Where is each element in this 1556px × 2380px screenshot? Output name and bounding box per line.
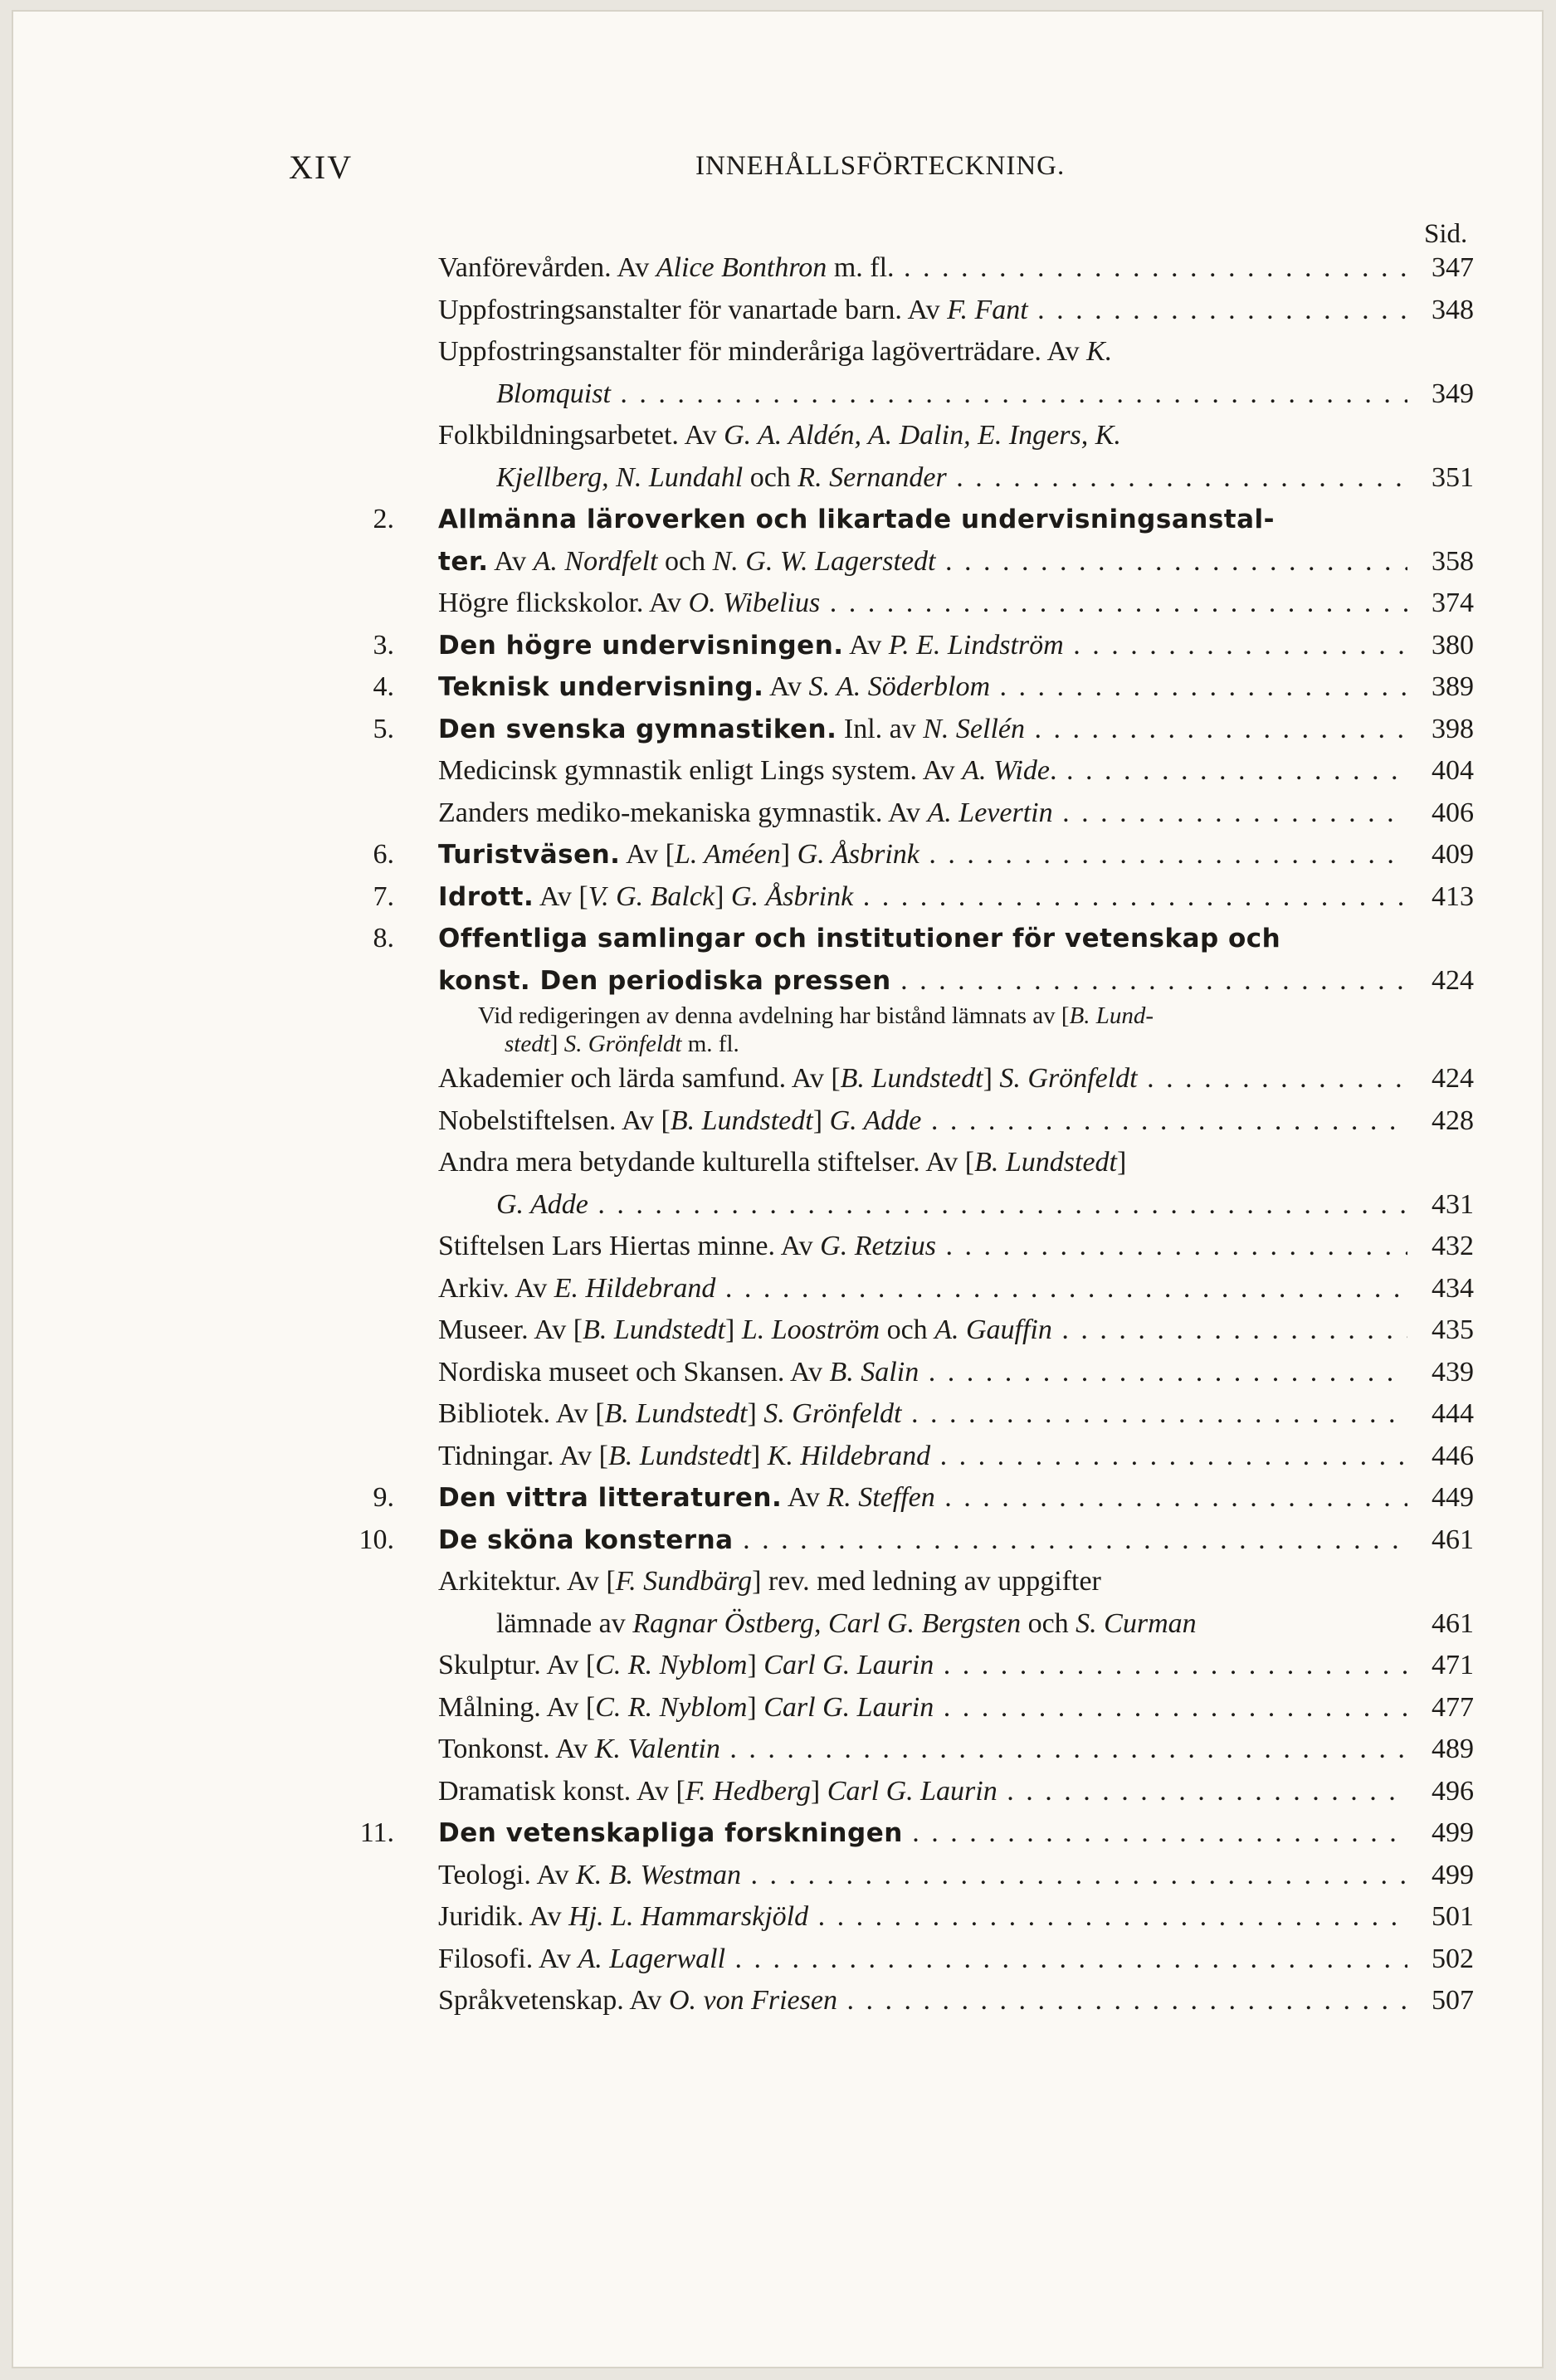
page-number: 502 (1432, 1943, 1474, 1974)
toc-entry (13, 1771, 1542, 1813)
entry-title: ] rev. med ledning av uppgifter (752, 1566, 1101, 1597)
entry-text (496, 373, 1407, 416)
author-name: B. Salin (829, 1356, 919, 1388)
entry-text (505, 1030, 1451, 1058)
toc-entry (13, 1896, 1542, 1939)
author-name: R. Sernander (798, 461, 947, 493)
entry-title: Teologi. Av (438, 1859, 577, 1890)
section-number: 7. (373, 880, 394, 912)
entry-text (438, 1100, 1407, 1143)
entry-text (438, 834, 1407, 876)
toc-entry (13, 1058, 1542, 1100)
author-name: P. E. Lindström (888, 629, 1064, 661)
author-name: K. Valentin (594, 1734, 720, 1764)
page-number: 446 (1432, 1440, 1474, 1471)
entry-title: och (880, 1314, 935, 1345)
table-of-contents (13, 247, 1542, 2022)
entry-text (496, 1184, 1407, 1227)
toc-note (13, 1030, 1542, 1058)
toc-entry (13, 247, 1542, 290)
entry-title: ] (983, 1063, 1000, 1094)
page-number: 428 (1432, 1105, 1474, 1136)
entry-title: och (743, 461, 798, 493)
author-name: F. Fant (947, 294, 1028, 325)
author-name: E. Hildebrand (554, 1272, 716, 1304)
author-name: N. Sellén (923, 713, 1026, 744)
author-name: G. Retzius (820, 1231, 936, 1261)
toc-entry (13, 1812, 1542, 1855)
entry-text (438, 1352, 1407, 1394)
author-name: G. Åsbrink (730, 880, 854, 912)
author-name: Carl G. Laurin (763, 1691, 934, 1723)
book-page (12, 10, 1544, 2368)
toc-entry (13, 918, 1542, 960)
entry-text (438, 1980, 1407, 2022)
toc-entry (13, 1268, 1542, 1310)
entry-title: Stiftelsen Lars Hiertas minne. Av (438, 1231, 821, 1261)
entry-title: Tidningar. Av [ (438, 1440, 608, 1471)
entry-text (438, 1477, 1407, 1519)
page-number: 496 (1432, 1775, 1474, 1807)
entry-text (438, 1226, 1407, 1268)
entry-title: Inl. av (837, 713, 924, 744)
author-name: C. R. Nyblom (595, 1650, 748, 1680)
section-number: 8. (373, 923, 394, 953)
toc-entry (13, 457, 1542, 500)
page-number: 501 (1432, 1901, 1474, 1932)
toc-entry (13, 1436, 1542, 1478)
entry-text (438, 499, 1416, 541)
author-name: Hj. L. Hammarskjöld (568, 1901, 809, 1932)
author-name: Alice Bonthron (656, 252, 827, 283)
section-title: ter. (438, 546, 489, 577)
toc-entry (13, 1226, 1542, 1268)
page-number: 499 (1432, 1817, 1474, 1848)
section-title: Den vittra litteraturen. (438, 1483, 783, 1513)
author-name: Carl G. Laurin (763, 1650, 934, 1680)
author-name: F. Hedberg (685, 1775, 811, 1807)
author-name: S. A. Söderblom (808, 671, 991, 702)
entry-text (496, 457, 1407, 500)
page-number: 507 (1432, 1985, 1474, 2016)
toc-entry (13, 625, 1542, 667)
section-number: 4. (373, 671, 394, 702)
page-number: 389 (1432, 671, 1474, 702)
entry-title: Nobelstiftelsen. Av [ (438, 1105, 671, 1136)
entry-title: Av (488, 545, 534, 577)
page-column-label: Sid. (1424, 219, 1468, 249)
author-name: A. Nordfelt (533, 545, 658, 577)
entry-title: Arkiv. Av (438, 1272, 554, 1304)
section-title: Den vetenskapliga forskningen (438, 1818, 903, 1848)
entry-text (438, 1645, 1407, 1687)
page-number: 406 (1432, 797, 1474, 828)
author-name: L. Looström (741, 1314, 880, 1345)
page-number: 404 (1432, 755, 1474, 786)
toc-entry (13, 1980, 1542, 2022)
entry-text (438, 1393, 1407, 1436)
entry-title: Av (843, 629, 889, 661)
entry-title: Museer. Av [ (438, 1314, 583, 1345)
toc-entry (13, 1477, 1542, 1519)
toc-entry (13, 1184, 1542, 1227)
page-number: 434 (1432, 1272, 1474, 1304)
toc-entry (13, 1352, 1542, 1394)
toc-entry (13, 290, 1542, 332)
page-number: 424 (1432, 964, 1474, 996)
toc-entry (13, 876, 1542, 919)
entry-title: Vanförevården. Av (438, 252, 656, 283)
entry-text (438, 793, 1407, 835)
entry-title: ] (747, 1650, 764, 1680)
entry-title: ] (724, 1314, 742, 1345)
page-number: 461 (1432, 1524, 1474, 1555)
entry-text (496, 1603, 1407, 1646)
author-name: S. Grönfeldt (763, 1398, 902, 1429)
author-name: A. Levertin (927, 797, 1053, 828)
author-name: A. Lagerwall (578, 1943, 726, 1974)
entry-title: Av (782, 1482, 827, 1513)
entry-title: ] (1117, 1147, 1127, 1178)
toc-entry (13, 1309, 1542, 1352)
entry-text (438, 1519, 1407, 1562)
author-name: Carl G. Laurin (827, 1775, 997, 1807)
author-name: stedt (505, 1031, 550, 1057)
section-number: 3. (373, 629, 394, 661)
section-title: Allmänna läroverken och likartade undervisningsanstal- (438, 505, 1275, 534)
page-number: 348 (1432, 294, 1474, 325)
page-number: 358 (1432, 545, 1474, 577)
entry-title: Zanders mediko-mekaniska gymnastik. Av (438, 797, 928, 828)
author-name: L. Améen (674, 839, 781, 870)
page-number: 349 (1432, 378, 1474, 409)
author-name: B. Lundstedt (670, 1105, 813, 1136)
author-name: K. Hildebrand (767, 1440, 931, 1471)
entry-title: Vid redigeringen av denna avdelning har bistånd lämnats av [ (478, 1002, 1070, 1029)
author-name: B. Lundstedt (604, 1398, 748, 1429)
entry-title: ] (747, 1691, 764, 1723)
section-number: 9. (373, 1482, 394, 1513)
section-title: Turistväsen. (438, 840, 621, 870)
entry-text (438, 1939, 1407, 1981)
entry-title: Arkitektur. Av [ (438, 1566, 616, 1597)
entry-title: Av [ (620, 839, 675, 870)
author-name: G. Åsbrink (797, 839, 919, 870)
page-number: 449 (1432, 1482, 1474, 1513)
entry-title: Av (763, 671, 809, 702)
entry-text (438, 415, 1407, 457)
entry-text (438, 750, 1407, 793)
author-name: O. von Friesen (668, 1985, 837, 2016)
section-title: Den svenska gymnastiken. (438, 714, 837, 744)
toc-entry (13, 793, 1542, 835)
entry-title: Dramatisk konst. Av [ (438, 1775, 685, 1807)
section-title: Teknisk undervisning. (438, 672, 764, 702)
entry-text (438, 1896, 1407, 1939)
entry-title: m. fl. (827, 252, 895, 283)
toc-entry (13, 541, 1542, 583)
author-name: A. Wide (962, 755, 1050, 786)
toc-entry (13, 415, 1542, 457)
entry-title: Juridik. Av (438, 1901, 569, 1932)
page-number: 439 (1432, 1356, 1474, 1388)
entry-text (438, 876, 1407, 919)
author-name: Ragnar Östberg, Carl G. Bergsten (632, 1607, 1022, 1639)
entry-text (438, 625, 1407, 667)
entry-text (438, 247, 1407, 290)
section-number: 6. (373, 839, 394, 870)
entry-title: ] (810, 1775, 827, 1807)
entry-title: Uppfostringsanstalter för minderåriga lagöverträdare. Av (438, 336, 1087, 367)
toc-entry (13, 1100, 1542, 1143)
running-title: INNEHÅLLSFÖRTECKNING. (695, 151, 1066, 181)
toc-entry (13, 709, 1542, 751)
toc-entry (13, 331, 1542, 373)
entry-title: Folkbildningsarbetet. Av (438, 420, 724, 451)
entry-text (438, 290, 1407, 332)
entry-text (438, 1142, 1407, 1184)
running-head (13, 148, 1542, 189)
toc-note (13, 1002, 1542, 1030)
toc-entry (13, 1142, 1542, 1184)
page-number: 489 (1432, 1734, 1474, 1764)
author-name: B. Lundstedt (583, 1314, 725, 1345)
page-number: 398 (1432, 713, 1474, 744)
entry-title: Av [ (534, 880, 588, 912)
author-name: B. Lund- (1069, 1002, 1154, 1029)
page-number: 413 (1432, 880, 1474, 912)
section-title: Idrott. (438, 881, 534, 912)
author-name: K. B. Westman (576, 1859, 742, 1890)
toc-entry (13, 1855, 1542, 1897)
toc-entry (13, 1393, 1542, 1436)
entry-title: ] (812, 1105, 830, 1136)
entry-title: Nordiska museet och Skansen. Av (438, 1356, 830, 1388)
entry-text (438, 583, 1407, 625)
entry-text (438, 1812, 1407, 1855)
author-name: F. Sundbärg (615, 1566, 753, 1597)
entry-title: ] (715, 880, 731, 912)
section-number: 10. (359, 1524, 394, 1555)
entry-text (438, 960, 1407, 1002)
toc-entry (13, 834, 1542, 876)
entry-text (438, 1771, 1407, 1813)
entry-title: ] (747, 1398, 764, 1429)
entry-text (438, 1058, 1407, 1100)
page-number: 380 (1432, 629, 1474, 661)
author-name: A. Gauffin (934, 1314, 1052, 1345)
entry-text (438, 1268, 1407, 1310)
author-name: B. Lundstedt (840, 1063, 983, 1094)
toc-entry (13, 750, 1542, 793)
entry-text (438, 331, 1407, 373)
author-name: B. Lundstedt (607, 1440, 751, 1471)
author-name: G. Adde (496, 1188, 588, 1220)
toc-entry (13, 583, 1542, 625)
entry-title: ] (750, 1440, 768, 1471)
entry-title: Målning. Av [ (438, 1691, 596, 1723)
entry-text (438, 666, 1407, 709)
page-number: 432 (1432, 1231, 1474, 1261)
author-name: C. R. Nyblom (595, 1691, 748, 1723)
entry-title: lämnade av (496, 1607, 633, 1639)
page-number: 409 (1432, 839, 1474, 870)
page-number: 374 (1432, 588, 1474, 618)
page-number: 461 (1432, 1607, 1474, 1639)
author-name: N. G. W. Lagerstedt (712, 545, 936, 577)
toc-entry (13, 373, 1542, 416)
entry-text (438, 709, 1407, 751)
entry-title: Språkvetenskap. Av (438, 1985, 669, 2016)
toc-entry (13, 666, 1542, 709)
entry-text (438, 1561, 1407, 1603)
entry-title: ] (549, 1031, 564, 1057)
author-name: S. Grönfeldt (999, 1063, 1138, 1094)
entry-text (438, 1729, 1407, 1771)
page-number: 477 (1432, 1691, 1474, 1723)
section-number: 2. (373, 504, 394, 534)
author-name: S. Curman (1076, 1607, 1197, 1639)
entry-text (438, 541, 1407, 583)
page-number: 431 (1432, 1188, 1474, 1220)
entry-text (438, 918, 1407, 960)
entry-text (478, 1002, 1424, 1030)
page-number: 347 (1432, 252, 1474, 283)
toc-entry (13, 499, 1542, 541)
author-name: G. Adde (829, 1105, 922, 1136)
author-name: Kjellberg, N. Lundahl (496, 461, 744, 493)
section-title: De sköna konsterna (438, 1524, 734, 1555)
entry-title: Högre flickskolor. Av (438, 588, 689, 618)
section-number: 11. (359, 1817, 394, 1848)
entry-title: Uppfostringsanstalter för vanartade barn. Av (438, 294, 948, 325)
toc-entry (13, 960, 1542, 1002)
toc-entry (13, 1729, 1542, 1771)
entry-title: . (1049, 755, 1057, 786)
page-folio: XIV (289, 149, 354, 186)
author-name: V. G. Balck (588, 880, 715, 912)
entry-text (438, 1687, 1407, 1729)
section-title: konst. Den periodiska pressen (438, 965, 891, 996)
page-number: 499 (1432, 1859, 1474, 1890)
page-number: 435 (1432, 1314, 1474, 1345)
toc-entry (13, 1687, 1542, 1729)
author-name: O. Wibelius (688, 588, 821, 618)
author-name: Blomquist (496, 378, 611, 409)
author-name: R. Steffen (827, 1482, 935, 1513)
toc-entry (13, 1645, 1542, 1687)
entry-title: Akademier och lärda samfund. Av [ (438, 1063, 841, 1094)
author-name: S. Grönfeldt (563, 1031, 682, 1057)
entry-title: Tonkonst. Av (438, 1734, 595, 1764)
toc-entry (13, 1939, 1542, 1981)
entry-text (438, 1436, 1407, 1478)
toc-entry (13, 1561, 1542, 1603)
page-number: 424 (1432, 1063, 1474, 1094)
toc-entry (13, 1603, 1542, 1646)
entry-text (438, 1309, 1407, 1352)
section-number: 5. (373, 713, 394, 744)
entry-title: Bibliotek. Av [ (438, 1398, 605, 1429)
author-name: K. (1086, 336, 1113, 367)
toc-entry (13, 1519, 1542, 1562)
section-title: Offentliga samlingar och institutioner för vetenskap och (438, 924, 1281, 953)
entry-title: och (1021, 1607, 1076, 1639)
entry-title: Skulptur. Av [ (438, 1650, 596, 1680)
author-name: B. Lundstedt (974, 1147, 1118, 1178)
section-title: Den högre undervisningen. (438, 630, 844, 661)
page-number: 351 (1432, 461, 1474, 493)
entry-title: ] (780, 839, 798, 870)
entry-title: Medicinsk gymnastik enligt Lings system. Av (438, 755, 963, 786)
page-number: 444 (1432, 1398, 1474, 1429)
entry-title: m. fl. (681, 1031, 739, 1057)
page-number: 471 (1432, 1650, 1474, 1680)
entry-title: och (657, 545, 713, 577)
entry-title: Andra mera betydande kulturella stiftelser. Av [ (438, 1147, 975, 1178)
entry-text (438, 1855, 1407, 1897)
author-name: G. A. Aldén, A. Dalin, E. Ingers, K. (724, 420, 1121, 451)
entry-title: Filosofi. Av (438, 1943, 578, 1974)
